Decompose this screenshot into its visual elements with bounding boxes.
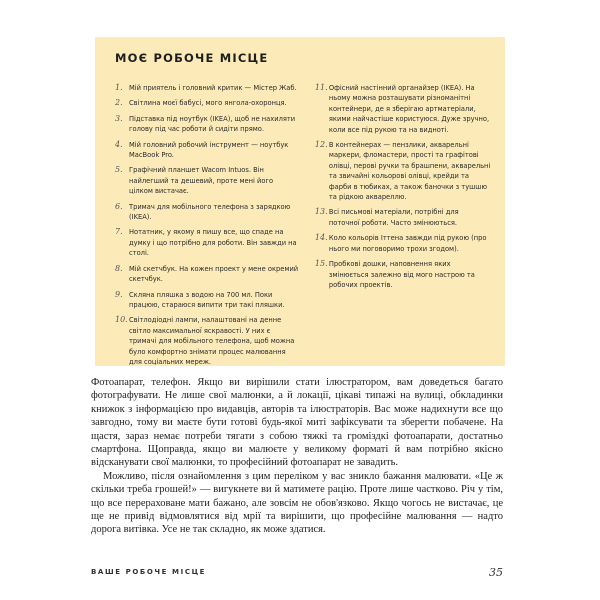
item-text: Підставка під ноутбук (IKEA), щоб не нахиляти голову під час роботи й сидіти прямо. [129,114,296,134]
item-number: 6. [115,201,123,211]
item-text: Всі письмові матеріали, потрібні для поточної роботи. Часто змінюються. [328,208,459,227]
list-item [115,227,299,258]
item-number: 14. [314,233,328,243]
item-text: Графічний планшет Wacom Intuos. Він найлегший та дешевий, проте мені його цілком вистачає. [129,166,274,196]
body-text [91,376,503,537]
item-number: 2. [115,98,123,108]
list-item [115,114,299,135]
item-text: В контейнерах — пензлики, акварельні маркери, фломастери, прості та графітові олівці, перові ручки та брашпени, акварельні та звичайні кольорові олівці, крейди та фарби в тюбиках, а також баночки з тушшю та рідкою аквареллю. [328,141,491,202]
list-item [315,259,491,290]
list-item [115,315,299,367]
item-number: 4. [115,139,123,149]
list-item [315,207,491,228]
item-number: 11. [314,83,328,92]
item-number: 5. [115,165,123,175]
item-text: Мій головний робочий інструмент — ноутбук MacBook Pro. [129,140,289,160]
list-item [315,83,491,135]
list-item [115,165,299,196]
item-number: 7. [115,227,123,237]
item-number: 15. [314,259,328,269]
item-text: Світлина моєї бабусі, мого янгола-охоронця. [129,99,287,108]
item-number: 13. [314,207,328,217]
list-item [115,83,299,93]
list-item [115,98,299,108]
paragraph-camera: Фотоапарат, телефон. Якщо ви вирішили стати ілюстратором, вам доведеться багато фотографувати. Не лише свої малюнки, а й локації, цікаві типажі на вулиці, обкладинки книжок з інформацією про видавців, авторів та ілюстраторів. Вас може надихнути все що завгодно, тому ви маєте бути готові будь-якої миті зафіксувати та зберегти побачене. На щастя, зараз немає потреби тягати з собою тяжкі та громіздкі фотоапарати, достатньо смартфона. Щоправда, якщо ви малюєте у великому форматі й вам потрібно якісно відсканувати свої малюнки, то професійний фотоапарат не завадить. [91,377,503,469]
paragraph-conclusion: Можливо, після ознайомлення з цим переліком у вас зникло бажання малювати. «Це ж скільки треба грошей!» — вигукнете ви й матимете рацію. Проте лише частково. Річ у тім, що все перераховане мати бажано, але зовсім не обов'язково. Якщо чогось не вистачає, це ще не привід відмовлятися від мрії та вирішити, що професійне малювання — надто дорога витівка. Усе не так складно, як може здатися. [91,470,503,536]
page-number: 35 [489,565,503,579]
list-item [115,264,299,285]
list-item [315,140,491,202]
item-text: Коло кольорів Іттена завжди під рукою (про нього ми поговоримо трохи згодом). [328,234,487,253]
running-footer-title: ВАШЕ РОБОЧЕ МІСЦЕ [91,568,207,576]
item-number: 8. [115,263,123,273]
item-number: 12. [314,140,328,150]
item-number: 1. [115,83,123,92]
item-text: Мій скетчбук. На кожен проект у мене окремий скетчбук. [129,264,299,284]
item-text: Тримач для мобільного телефона з зарядкою (IKEA). [129,202,291,222]
item-text: Пробкові дошки, наповнення яких змінюється залежно від мого настрою та робочих проектів. [328,260,475,289]
workspace-sidebar-box [95,37,505,366]
sidebar-column-left [115,83,299,372]
item-number: 9. [115,289,123,299]
sidebar-column-right [315,83,491,372]
item-text: Світлодіодні лампи, налаштовані на денне світло максимальної яскравості. У них є тримачі для мобільного телефона, щоб можна було комфортно знімати процес малювання для соціальних мереж. [129,316,295,366]
item-text: Скляна пляшка з водою на 700 мл. Поки працюю, стараюся випити три такі пляшки. [129,290,285,309]
list-item [115,140,299,161]
item-number: 3. [115,113,123,123]
sidebar-columns [115,83,491,372]
item-text: Нотатник, у якому я пишу все, що спаде на думку і що потрібно для роботи. Він завжди на столі. [129,228,297,258]
page-footer [91,565,503,579]
sidebar-title: МОЄ РОБОЧЕ МІСЦЕ [115,51,269,65]
list-item [115,290,299,311]
list-item [315,233,491,254]
list-item [115,202,299,223]
item-text: Офісний настінний органайзер (IKEA). На ньому можна розташувати різноманітні контейнери, де я зберігаю артматеріали, якими найчастіше користуюся. Дуже зручно, коли все під рукою та на видноті. [328,84,490,134]
item-text: Мій приятель і головний критик — Містер Жаб. [129,84,297,92]
item-number: 10. [115,315,128,325]
